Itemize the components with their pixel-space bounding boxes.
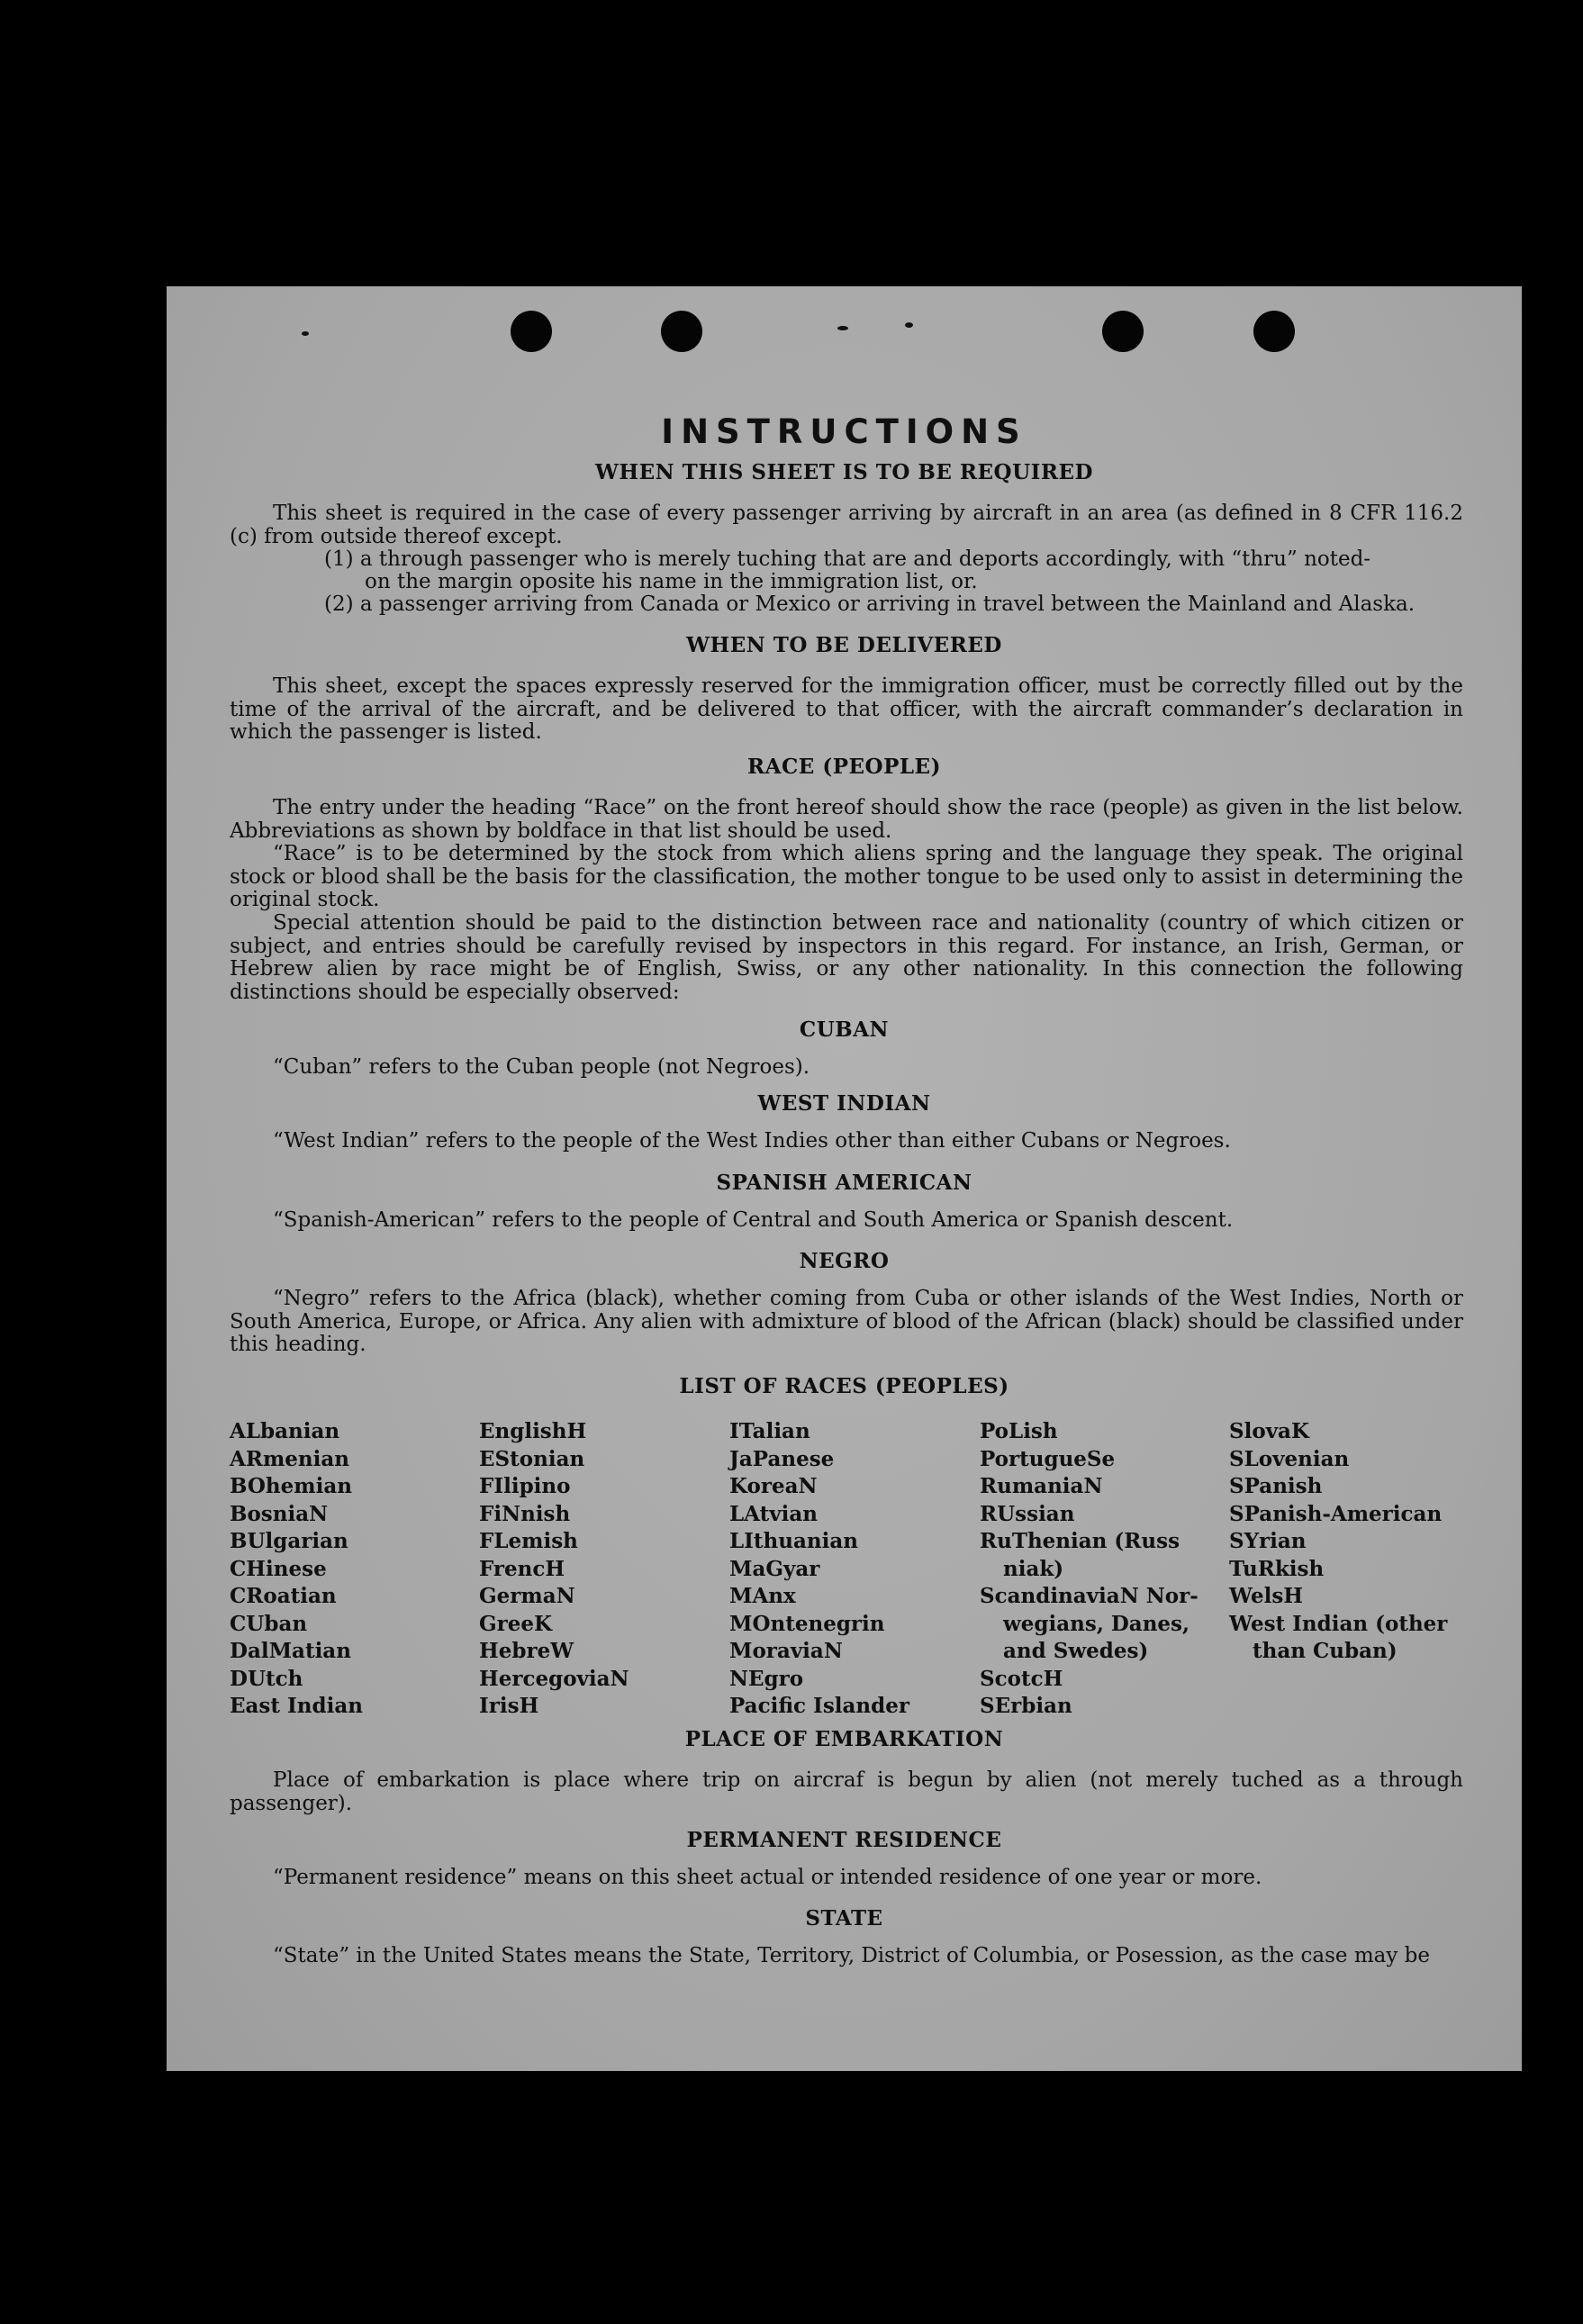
race-item: WelsH — [1229, 1584, 1304, 1608]
heading-west-indian: WEST INDIAN — [757, 1091, 931, 1116]
heading-negro: NEGRO — [799, 1249, 890, 1273]
race-item: SLovenian — [1229, 1446, 1350, 1471]
heading-state: STATE — [805, 1906, 883, 1931]
race-item: FrencH — [479, 1556, 565, 1581]
race-item: JaPanese — [729, 1446, 835, 1471]
race-item: RumaniaN — [980, 1474, 1103, 1498]
race-item: niak) — [1003, 1556, 1064, 1581]
race-item: SPanish-American — [1229, 1501, 1443, 1526]
cuban-text: “Cuban” refers to the Cuban people (not Negroes). — [273, 1055, 810, 1079]
race-item: DalMatian — [230, 1639, 351, 1663]
race-item: MAnx — [729, 1584, 796, 1608]
race-paragraph-1: The entry under the heading “Race” on the front hereof should show the race (people) as given in the list below. Abbreviations as shown by boldface in that list should be used. — [230, 796, 1463, 843]
race-paragraph-2: “Race” is to be determined by the stock from which aliens spring and the language they speak. The original stock or blood shall be the basis for the classification, the mother tongue to be used only to assist in determining the original stock. — [230, 842, 1463, 911]
races-column-4 — [980, 1418, 1199, 1721]
race-item: KoreaN — [729, 1474, 818, 1498]
punch-hole-4 — [1253, 311, 1295, 352]
state-text: “State” in the United States means the State, Territory, District of Columbia, or Posession, as the case may be — [273, 1944, 1430, 1967]
exception-item-2: (2) a passenger arriving from Canada or Mexico or arriving in travel between the Mainland and Alaska. — [324, 592, 1416, 616]
embarkation-text: Place of embarkation is place where trip on aircraf is begun by alien (not merely tuched as a through passenger). — [230, 1768, 1463, 1815]
negro-text: “Negro” refers to the Africa (black), whether coming from Cuba or other islands of the West Indies, North or South America, Europe, or Africa. Any alien with admixture of blood of the African (black) should be classified under this heading. — [230, 1287, 1463, 1356]
race-item: HercegoviaN — [479, 1666, 629, 1691]
race-item: FiNnish — [479, 1501, 571, 1526]
instruction-sheet — [167, 286, 1522, 2071]
heading-place-of-embarkation: PLACE OF EMBARKATION — [684, 1727, 1004, 1751]
heading-list-of-races: LIST OF RACES (PEOPLES) — [679, 1374, 1009, 1398]
race-item: BUlgarian — [230, 1529, 348, 1553]
race-item: MaGyar — [729, 1556, 820, 1581]
exception-item-1: (1) a through passenger who is merely tuching that are and deports accordingly, with “thru” noted- — [324, 547, 1371, 571]
race-item: ScotcH — [980, 1666, 1063, 1691]
race-item: GreeK — [479, 1611, 553, 1636]
race-item: EnglishH — [479, 1419, 587, 1443]
race-item: PortugueSe — [980, 1446, 1116, 1471]
race-item: ScandinaviaN Nor- — [980, 1584, 1199, 1608]
race-item: FLemish — [479, 1529, 578, 1553]
race-item: MOntenegrin — [729, 1611, 885, 1636]
race-item: SYrian — [1229, 1529, 1307, 1553]
ink-speck — [837, 326, 848, 330]
race-item: TuRkish — [1229, 1556, 1325, 1581]
races-column-5 — [1229, 1418, 1447, 1666]
race-item: CUban — [230, 1611, 308, 1636]
races-column-3 — [729, 1418, 909, 1721]
race-item: IrisH — [479, 1694, 539, 1718]
race-item: SPanish — [1229, 1474, 1323, 1498]
heading-when-required: WHEN THIS SHEET IS TO BE REQUIRED — [595, 460, 1093, 484]
heading-spanish-american: SPANISH AMERICAN — [716, 1171, 972, 1195]
heading-race: RACE (PEOPLE) — [747, 755, 941, 779]
residence-text: “Permanent residence” means on this sheet actual or intended residence of one year or more. — [273, 1866, 1262, 1889]
race-item: HebreW — [479, 1639, 574, 1663]
west-indian-text: “West Indian” refers to the people of the West Indies other than either Cubans or Negroes. — [273, 1129, 1231, 1153]
ink-speck — [302, 331, 309, 336]
when-required-intro: This sheet is required in the case of every passenger arriving by aircraft in an area (as defined in 8 CFR 116.2 (c) from outside thereof except. — [230, 502, 1463, 548]
when-delivered-text: This sheet, except the spaces expressly reserved for the immigration officer, must be correctly filled out by the time of the arrival of the aircraft, and be delivered to that officer, with the aircraft commander’s declaration in which the passenger is listed. — [230, 674, 1463, 744]
race-paragraph-3: Special attention should be paid to the distinction between race and nationality (country of which citizen or subject, and entries should be carefully revised by inspectors in this regard. For instance, an Irish, German, or Hebrew alien by race might be of English, Swiss, or any other nationality. In this connection the following distinctions should be especially observed: — [230, 911, 1463, 1004]
race-item: EStonian — [479, 1446, 585, 1471]
ink-speck — [905, 322, 913, 328]
page-title: INSTRUCTIONS — [661, 412, 1027, 451]
race-item: BosniaN — [230, 1501, 329, 1526]
heading-cuban: CUBAN — [799, 1017, 890, 1042]
race-item: PoLish — [980, 1419, 1058, 1443]
race-item: DUtch — [230, 1666, 303, 1691]
punch-hole-2 — [661, 311, 702, 352]
race-item: GermaN — [479, 1584, 575, 1608]
races-column-2 — [479, 1418, 629, 1721]
punch-hole-1 — [511, 311, 552, 352]
race-item: ALbanian — [230, 1419, 340, 1443]
race-item: CHinese — [230, 1556, 327, 1581]
races-column-1 — [230, 1418, 363, 1721]
race-item: FIlipino — [479, 1474, 571, 1498]
heading-when-delivered: WHEN TO BE DELIVERED — [686, 633, 1002, 657]
race-item: BOhemian — [230, 1474, 352, 1498]
spanish-american-text: “Spanish-American” refers to the people of Central and South America or Spanish descent. — [273, 1208, 1234, 1232]
race-item: NEgro — [729, 1666, 804, 1691]
race-item: ITalian — [729, 1419, 810, 1443]
race-item: RUssian — [980, 1501, 1075, 1526]
race-item: SErbian — [980, 1694, 1072, 1718]
race-item: Pacific Islander — [729, 1694, 909, 1718]
race-item: East Indian — [230, 1694, 363, 1718]
race-item: SlovaK — [1229, 1419, 1309, 1443]
race-item: RuThenian (Russ — [980, 1529, 1180, 1553]
race-item: than Cuban) — [1253, 1639, 1398, 1663]
punch-hole-3 — [1102, 311, 1144, 352]
race-item: LIthuanian — [729, 1529, 858, 1553]
race-item: LAtvian — [729, 1501, 818, 1526]
heading-permanent-residence: PERMANENT RESIDENCE — [686, 1828, 1002, 1852]
race-item: ARmenian — [230, 1446, 350, 1471]
race-item: wegians, Danes, — [1003, 1611, 1190, 1636]
race-item: MoraviaN — [729, 1639, 843, 1663]
race-item: West Indian (other — [1229, 1611, 1448, 1636]
race-item: CRoatian — [230, 1584, 337, 1608]
exception-item-1-cont: on the margin oposite his name in the immigration list, or. — [365, 570, 978, 593]
race-item: and Swedes) — [1003, 1639, 1149, 1663]
